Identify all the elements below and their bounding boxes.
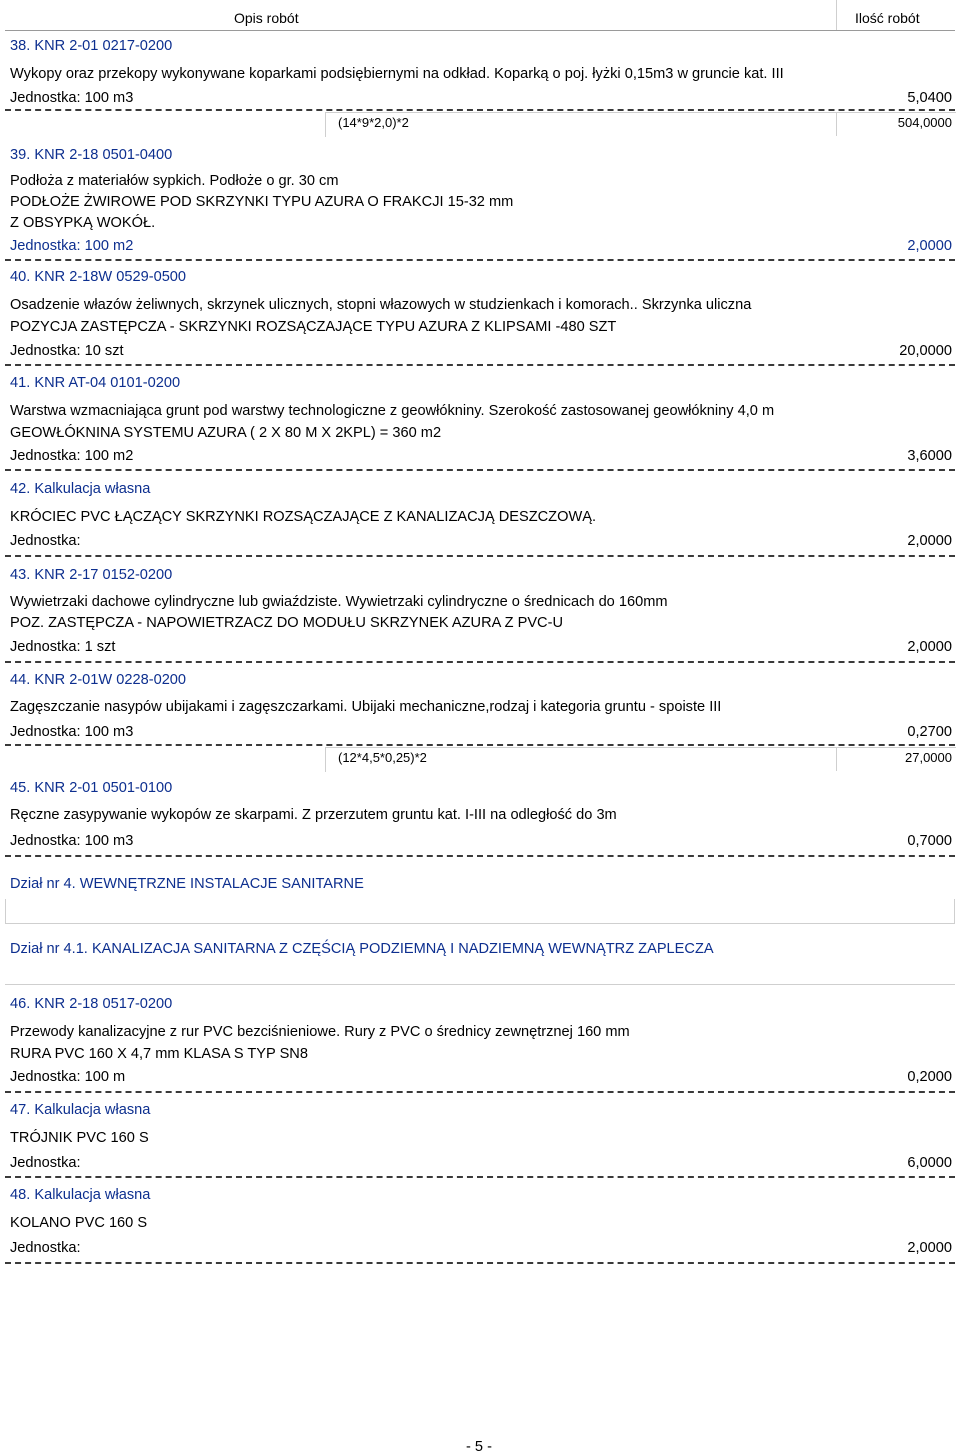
item-description-line: Zagęszczanie nasypów ubijakami i zagęszczarkami. Ubijaki mechaniczne,rodzaj i kategoria gruntu - spoiste III: [10, 699, 722, 715]
item-unit: Jednostka: 1 szt: [10, 639, 116, 655]
item-quantity: 2,0000: [907, 533, 952, 549]
item-description-line: Warstwa wzmacniająca grunt pod warstwy technologiczne z geowłókniny. Szerokość zastosowanej geowłókniny 4,0 m: [10, 403, 775, 419]
item-description-line: PODŁOŻE ŻWIROWE POD SKRZYNKI TYPU AZURA O FRAKCJI 15-32 mm: [10, 194, 514, 210]
section-box-bottom: [5, 984, 955, 985]
item-description-line: KRÓCIEC PVC ŁĄCZĄCY SKRZYNKI ROZSĄCZAJĄCE Z KANALIZACJĄ DESZCZOWĄ.: [10, 509, 597, 525]
calc-box: [325, 112, 956, 137]
item-quantity: 5,0400: [907, 90, 952, 106]
item-description-line: Osadzenie włazów żeliwnych, skrzynek ulicznych, stopni włazowych w studzienkach i komorach.. Skrzynka uliczna: [10, 297, 752, 313]
column-header-description: Opis robót: [234, 10, 299, 26]
item-unit: Jednostka: 100 m2: [10, 238, 134, 254]
page-number: - 5 -: [466, 1439, 492, 1455]
item-separator: [5, 1262, 955, 1264]
item-code: 48. Kalkulacja własna: [10, 1187, 151, 1203]
item-quantity: 0,7000: [907, 833, 952, 849]
section-box-left: [5, 899, 6, 923]
item-unit: Jednostka: 100 m2: [10, 448, 134, 464]
item-description-line: Z OBSYPKĄ WOKÓŁ.: [10, 215, 156, 231]
item-code: 38. KNR 2-01 0217-0200: [10, 38, 173, 54]
item-quantity: 2,0000: [907, 639, 952, 655]
item-separator: [5, 555, 955, 557]
item-code: 47. Kalkulacja własna: [10, 1102, 151, 1118]
section-title: WEWNĘTRZNE INSTALACJE SANITARNE: [79, 876, 364, 892]
item-description-line: RURA PVC 160 X 4,7 mm KLASA S TYP SN8: [10, 1046, 308, 1062]
section-prefix: Dział nr 4.: [10, 876, 76, 892]
item-code: 42. Kalkulacja własna: [10, 481, 151, 497]
item-description-line: GEOWŁÓKNINA SYSTEMU AZURA ( 2 X 80 M X 2KPL) = 360 m2: [10, 425, 442, 441]
item-separator: [5, 259, 955, 261]
section-box-right: [954, 899, 955, 923]
item-separator: [5, 469, 955, 471]
item-description-line: POZYCJA ZASTĘPCZA - SKRZYNKI ROZSĄCZAJĄCE TYPU AZURA Z KLIPSAMI -480 SZT: [10, 319, 617, 335]
item-unit: Jednostka: 100 m3: [10, 833, 134, 849]
calc-separator: [836, 112, 837, 136]
item-quantity: 2,0000: [907, 238, 952, 254]
item-description-line: Wywietrzaki dachowe cylindryczne lub gwiaździste. Wywietrzaki cylindryczne o średnicach do 160mm: [10, 594, 668, 610]
item-separator: [5, 1091, 955, 1093]
item-code: 43. KNR 2-17 0152-0200: [10, 567, 173, 583]
item-description-line: POZ. ZASTĘPCZA - NAPOWIETRZACZ DO MODUŁU SKRZYNEK AZURA Z PVC-U: [10, 615, 563, 631]
item-code: 40. KNR 2-18W 0529-0500: [10, 269, 187, 285]
calc-result: 27,0000: [905, 750, 952, 765]
item-separator: [5, 364, 955, 366]
item-unit: Jednostka:: [10, 1240, 81, 1256]
item-description-line: KOLANO PVC 160 S: [10, 1215, 148, 1231]
item-quantity: 0,2700: [907, 724, 952, 740]
item-code: 44. KNR 2-01W 0228-0200: [10, 672, 187, 688]
item-quantity: 20,0000: [899, 343, 952, 359]
item-description-line: Przewody kanalizacyjne z rur PVC bezciśnieniowe. Rury z PVC o średnicy zewnętrznej 160 mm: [10, 1024, 630, 1040]
header-divider: [5, 30, 955, 31]
item-code: 46. KNR 2-18 0517-0200: [10, 996, 173, 1012]
item-description-line: TRÓJNIK PVC 160 S: [10, 1130, 149, 1146]
item-separator: [5, 1176, 955, 1178]
calc-result: 504,0000: [897, 115, 952, 130]
item-separator: [5, 661, 955, 663]
column-header-quantity: Ilość robót: [855, 10, 920, 26]
item-separator: [5, 855, 955, 857]
item-unit: Jednostka: 100 m: [10, 1069, 126, 1085]
item-quantity: 0,2000: [907, 1069, 952, 1085]
item-quantity: 3,6000: [907, 448, 952, 464]
item-description-line: Podłoża z materiałów sypkich. Podłoże o gr. 30 cm: [10, 173, 339, 189]
item-code: 39. KNR 2-18 0501-0400: [10, 147, 173, 163]
section-box-bottom: [5, 923, 955, 924]
item-unit: Jednostka: 100 m3: [10, 90, 134, 106]
calc-formula: (14*9*2,0)*2: [338, 115, 409, 130]
item-unit: Jednostka:: [10, 533, 81, 549]
item-unit: Jednostka: 100 m3: [10, 724, 134, 740]
calc-separator: [836, 747, 837, 771]
item-unit: Jednostka: 10 szt: [10, 343, 124, 359]
calc-formula: (12*4,5*0,25)*2: [338, 750, 427, 765]
item-code: 45. KNR 2-01 0501-0100: [10, 780, 173, 796]
section-prefix: Dział nr 4.1.: [10, 941, 88, 957]
item-unit: Jednostka:: [10, 1155, 81, 1171]
item-description-line: Wykopy oraz przekopy wykonywane koparkami podsiębiernymi na odkład. Koparką o poj. łyżki 0,15m3 w gruncie kat. III: [10, 66, 784, 82]
item-code: 41. KNR AT-04 0101-0200: [10, 375, 181, 391]
item-quantity: 2,0000: [907, 1240, 952, 1256]
item-description-line: Ręczne zasypywanie wykopów ze skarpami. Z przerzutem gruntu kat. I-III na odległość do 3m: [10, 807, 617, 823]
item-separator: [5, 109, 955, 111]
section-title: KANALIZACJA SANITARNA Z CZĘŚCIĄ PODZIEMNĄ I NADZIEMNĄ WEWNĄTRZ ZAPLECZA: [91, 941, 714, 957]
item-separator: [5, 744, 955, 746]
header-column-separator: [836, 0, 837, 30]
item-quantity: 6,0000: [907, 1155, 952, 1171]
